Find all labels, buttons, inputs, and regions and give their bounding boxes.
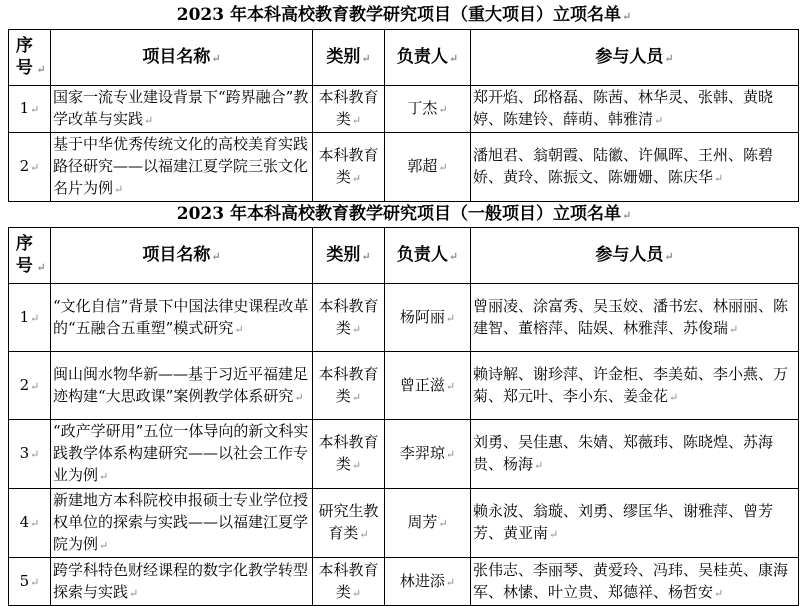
row-members: 潘旭君、翁朝霞、陆徽、许佩晖、王州、陈碧娇、黄玲、陈振文、陈姗姗、陈庆华↵ [471, 133, 799, 202]
paragraph-mark-icon: ↵ [99, 539, 109, 552]
row-no: 3↵ [9, 420, 51, 489]
table-header-row [9, 30, 799, 86]
table-row [9, 86, 799, 133]
paragraph-mark-icon: ↵ [448, 249, 459, 263]
paragraph-mark-icon: ↵ [438, 161, 448, 174]
paragraph-mark-icon: ↵ [714, 586, 724, 600]
table-row [9, 352, 799, 420]
paragraph-mark-icon: ↵ [351, 322, 362, 336]
paragraph-mark-icon: ↵ [30, 575, 40, 589]
paragraph-mark-icon: ↵ [30, 103, 40, 116]
paragraph-mark-icon: ↵ [714, 172, 724, 185]
paragraph-mark-icon: ↵ [448, 51, 459, 65]
header-no: 序号 ↵ [9, 30, 51, 86]
row-name: 闽山闽水物华新——基于习近平福建足迹构建“大思政课”案例教学体系研究↵ [51, 352, 313, 420]
paragraph-mark-icon: ↵ [664, 51, 674, 65]
paragraph-mark-icon: ↵ [30, 311, 40, 325]
row-leader: 林进添↵ [385, 558, 471, 606]
paragraph-mark-icon: ↵ [361, 51, 371, 65]
paragraph-mark-icon: ↵ [351, 586, 362, 600]
row-no: 1↵ [9, 86, 51, 133]
paragraph-mark-icon: ↵ [445, 379, 456, 393]
row-category: 研究生教育类↵ [313, 489, 385, 558]
row-members: 赖诗解、谢珍萍、许金柜、李美茹、李小燕、万菊、郑元叶、李小东、姜金花↵ [471, 352, 799, 420]
paragraph-mark-icon: ↵ [234, 322, 244, 336]
row-members: 张伟志、李丽琴、黄爱玲、冯玮、吴桂英、康海军、林愫、叶立贵、郑德祥、杨哲安↵ [471, 558, 799, 606]
row-leader: 曾正滋↵ [385, 352, 471, 420]
paragraph-mark-icon: ↵ [30, 517, 40, 530]
paragraph-mark-icon: ↵ [129, 586, 139, 600]
row-category: 本科教育类↵ [313, 86, 385, 133]
row-members: 郑开焰、邱格磊、陈茜、林华灵、张韩、黄晓婷、陈建铃、薛萌、韩雅清↵ [471, 86, 799, 133]
paragraph-mark-icon: ↵ [654, 114, 664, 127]
row-members: 赖永波、翁璇、刘勇、缪匡华、谢雅萍、曾芳芳、黄亚南↵ [471, 489, 799, 558]
paragraph-mark-icon: ↵ [30, 379, 40, 393]
row-leader: 郭超↵ [385, 133, 471, 202]
header-leader: 负责人↵ [385, 30, 471, 86]
table-header-row [9, 228, 799, 284]
paragraph-mark-icon: ↵ [359, 528, 369, 541]
paragraph-mark-icon: ↵ [30, 161, 40, 174]
row-members: 刘勇、吴佳惠、朱婧、郑薇玮、陈晓煌、苏海贵、杨海↵ [471, 420, 799, 489]
row-name: 基于中华优秀传统文化的高校美育实践路径研究——以福建江夏学院三张文化名片为例↵ [51, 133, 313, 202]
header-members: 参与人员↵ [471, 228, 799, 284]
row-category: 本科教育类↵ [313, 352, 385, 420]
header-category: 类别↵ [313, 30, 385, 86]
header-name: 项目名称↵ [51, 30, 313, 86]
paragraph-mark-icon: ↵ [351, 114, 362, 127]
row-category: 本科教育类↵ [313, 558, 385, 606]
row-name: “文化自信”背景下中国法律史课程改革的“五融合五重塑”模式研究↵ [51, 284, 313, 352]
paragraph-mark-icon: ↵ [729, 322, 739, 336]
paragraph-mark-icon: ↵ [99, 470, 109, 483]
row-no: 1↵ [9, 284, 51, 352]
paragraph-mark-icon: ↵ [211, 249, 221, 263]
paragraph-mark-icon: ↵ [438, 103, 448, 116]
row-leader: 李羿琼↵ [385, 420, 471, 489]
row-members: 曾丽凌、涂富秀、吴玉姣、潘书宏、林丽丽、陈建智、董榕萍、陆娱、林雅萍、苏俊瑞↵ [471, 284, 799, 352]
paragraph-mark-icon: ↵ [445, 575, 456, 589]
row-category: 本科教育类↵ [313, 420, 385, 489]
paragraph-mark-icon: ↵ [351, 459, 362, 472]
major-projects-table [8, 29, 799, 202]
paragraph-mark-icon: ↵ [36, 62, 46, 76]
header-no: 序号 ↵ [9, 228, 51, 284]
general-projects-table [8, 227, 799, 606]
paragraph-mark-icon: ↵ [438, 517, 448, 530]
table-row [9, 558, 799, 606]
row-leader: 丁杰↵ [385, 86, 471, 133]
table-row [9, 489, 799, 558]
paragraph-mark-icon: ↵ [534, 459, 544, 472]
row-no: 2↵ [9, 352, 51, 420]
paragraph-mark-icon: ↵ [114, 183, 124, 196]
paragraph-mark-icon: ↵ [351, 390, 362, 404]
paragraph-mark-icon: ↵ [622, 209, 632, 222]
row-category: 本科教育类↵ [313, 284, 385, 352]
paragraph-mark-icon: ↵ [361, 249, 371, 263]
row-name: 跨学科特色财经课程的数字化教学转型探索与实践↵ [51, 558, 313, 606]
row-leader: 杨阿丽↵ [385, 284, 471, 352]
paragraph-mark-icon: ↵ [36, 260, 46, 274]
row-category: 本科教育类↵ [313, 133, 385, 202]
row-no: 2↵ [9, 133, 51, 202]
header-leader: 负责人↵ [385, 228, 471, 284]
section2-title: 2023 年本科高校教育教学研究项目（一般项目）立项名单↵ [176, 204, 632, 224]
header-name: 项目名称↵ [51, 228, 313, 284]
paragraph-mark-icon: ↵ [351, 172, 362, 185]
table-row [9, 284, 799, 352]
row-no: 5↵ [9, 558, 51, 606]
row-name: 新建地方本科院校申报硕士专业学位授权单位的探索与实践——以福建江夏学院为例↵ [51, 489, 313, 558]
paragraph-mark-icon: ↵ [445, 448, 456, 461]
row-name: “政产学研用”五位一体导向的新文科实践教学体系构建研究——以社会工作专业为例↵ [51, 420, 313, 489]
paragraph-mark-icon: ↵ [294, 390, 304, 404]
paragraph-mark-icon: ↵ [445, 311, 456, 325]
paragraph-mark-icon: ↵ [144, 114, 154, 127]
paragraph-mark-icon: ↵ [211, 51, 221, 65]
table-row [9, 420, 799, 489]
row-leader: 周芳↵ [385, 489, 471, 558]
paragraph-mark-icon: ↵ [549, 528, 559, 541]
row-name: 国家一流专业建设背景下“跨界融合”教学改革与实践↵ [51, 86, 313, 133]
paragraph-mark-icon: ↵ [669, 390, 679, 404]
row-no: 4↵ [9, 489, 51, 558]
header-members: 参与人员↵ [471, 30, 799, 86]
paragraph-mark-icon: ↵ [30, 448, 40, 461]
table-row [9, 133, 799, 202]
header-category: 类别↵ [313, 228, 385, 284]
paragraph-mark-icon: ↵ [664, 249, 674, 263]
paragraph-mark-icon: ↵ [622, 10, 632, 23]
section1-title: 2023 年本科高校教育教学研究项目（重大项目）立项名单↵ [176, 5, 632, 25]
